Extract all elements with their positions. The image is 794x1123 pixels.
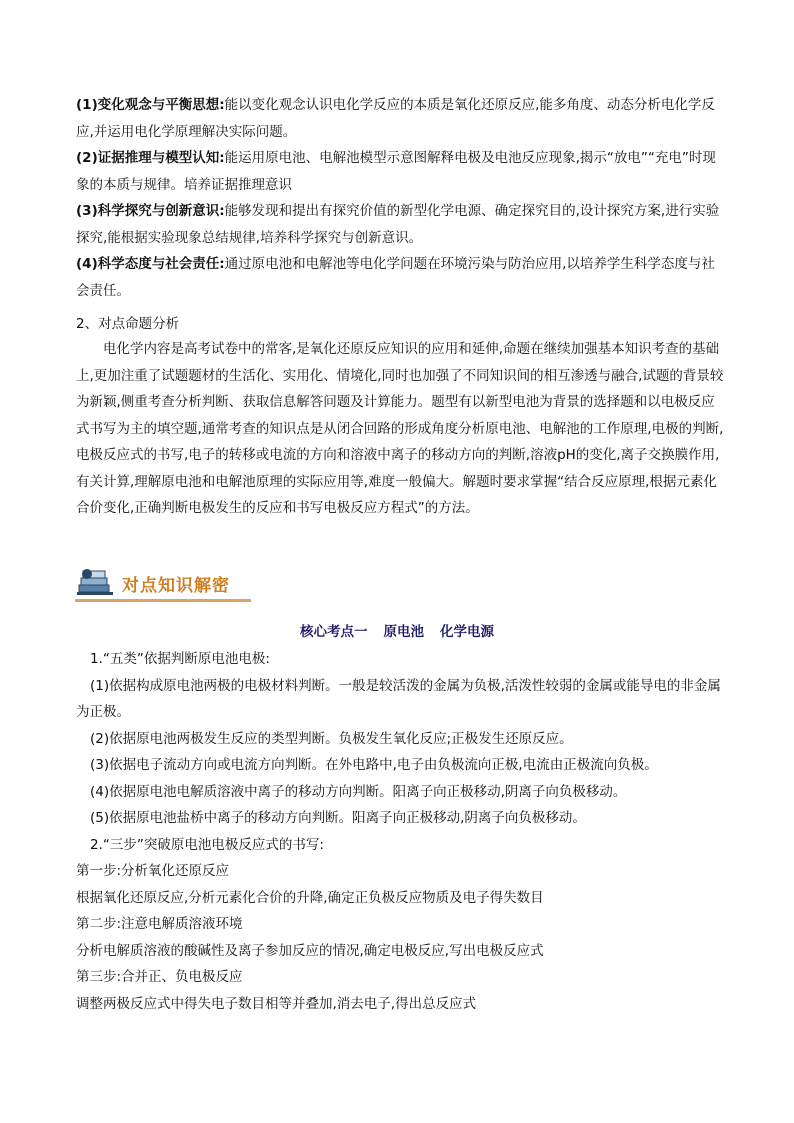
books-icon: [75, 565, 115, 599]
literacy-list: [76, 92, 726, 304]
literacy-text: 能以变化观念认识电化学反应的本质是氧化还原反应,能多角度、动态分析电化学反应,并运用电化学原理解决实际问题。: [76, 97, 715, 140]
literacy-text: 能够发现和提出有探究价值的新型化学电源、确定探究目的,设计探究方案,进行实验探究,能根据实验现象总结规律,培养科学探究与创新意识。: [76, 203, 720, 246]
literacy-text: 通过原电池和电解池等电化学问题在环境污染与防治应用,以培养学生科学态度与社会责任。: [76, 256, 715, 299]
section-banner: [73, 563, 253, 607]
list-item: 根据氧化还原反应,分析元素化合价的升降,确定正负极反应物质及电子得失数目: [76, 889, 544, 906]
banner-underline: [75, 599, 251, 602]
literacy-label: (2)证据推理与模型认知:: [76, 150, 225, 166]
literacy-label: (4)科学态度与社会责任:: [76, 256, 225, 272]
literacy-label: (3)科学探究与创新意识:: [76, 203, 225, 219]
core-point-topic: 原电池: [383, 624, 424, 640]
points-list: [76, 646, 726, 1017]
banner-title: 对点知识解密: [122, 576, 230, 596]
list-item: 调整两极反应式中得失电子数目相等并叠加,消去电子,得出总反应式: [76, 995, 477, 1012]
literacy-label: (1)变化观念与平衡思想:: [76, 97, 225, 113]
section-heading: 2、对点命题分析: [76, 316, 180, 332]
list-item: (5)依据原电池盐桥中离子的移动方向判断。阳离子向正极移动,阴离子向负极移动。: [90, 810, 586, 826]
list-item: 第二步:注意电解质溶液环境: [76, 916, 243, 932]
literacy-item: [76, 145, 726, 198]
list-item: 第三步:合并正、负电极反应: [76, 969, 243, 985]
point-heading: 2.“三步”突破原电池电极反应式的书写:: [90, 836, 324, 853]
core-point-label: 核心考点一: [300, 624, 368, 640]
literacy-item: [76, 251, 726, 304]
literacy-item: [76, 92, 726, 145]
list-item: 分析电解质溶液的酸碱性及离子参加反应的情况,确定电极反应,写出电极反应式: [76, 942, 544, 959]
list-item: 第一步:分析氧化还原反应: [76, 863, 230, 879]
core-point-topic: 化学电源: [440, 624, 494, 640]
core-point-title: [0, 620, 794, 640]
literacy-text: 能运用原电池、电解池模型示意图解释电极及电池反应现象,揭示“放电”“充电”时现象的本质与规律。培养证据推理意识: [76, 150, 716, 193]
point-heading: 1.“五类”依据判断原电池电极:: [90, 651, 270, 667]
literacy-item: [76, 198, 726, 251]
list-item: (2)依据原电池两极发生反应的类型判断。负极发生氧化反应;正极发生还原反应。: [90, 730, 573, 747]
list-item: (4)依据原电池电解质溶液中离子的移动方向判断。阳离子向正极移动,阴离子向负极移动。: [90, 783, 627, 800]
list-item: (3)依据电子流动方向或电流方向判断。在外电路中,电子由负极流向正极,电流由正极流向负极。: [90, 757, 658, 773]
section-body: 电化学内容是高考试卷中的常客,是氧化还原反应知识的应用和延伸,命题在继续加强基本知识考查的基础上,更加注重了试题题材的生活化、实用化、情境化,同时也加强了不同知识间的相互渗透与融合,试题的背景较为新颖,侧重考查分析判断、获取信息解答问题及计算能力。题型有以新型电池为背景的选择题和以电极反应式书写为主的填空题,通常考查的知识点是从闭合回路的形成角度分析原电池、电解池的工作原理,电极的判断,电极反应式的书写,电子的转移或电流的方向和溶液中离子的移动方向的判断,溶液pH的变化,离子交换膜作用,有关计算,理解原电池和电解池原理的实际应用等,难度一般偏大。解题时要求掌握“结合反应原理,根据元素化合价变化,正确判断电极发生的反应和书写电极反应方程式”的方法。: [76, 341, 724, 516]
list-item: (1)依据构成原电池两极的电极材料判断。一般是较活泼的金属为负极,活泼性较弱的金属或能导电的非金属为正极。: [76, 677, 721, 720]
